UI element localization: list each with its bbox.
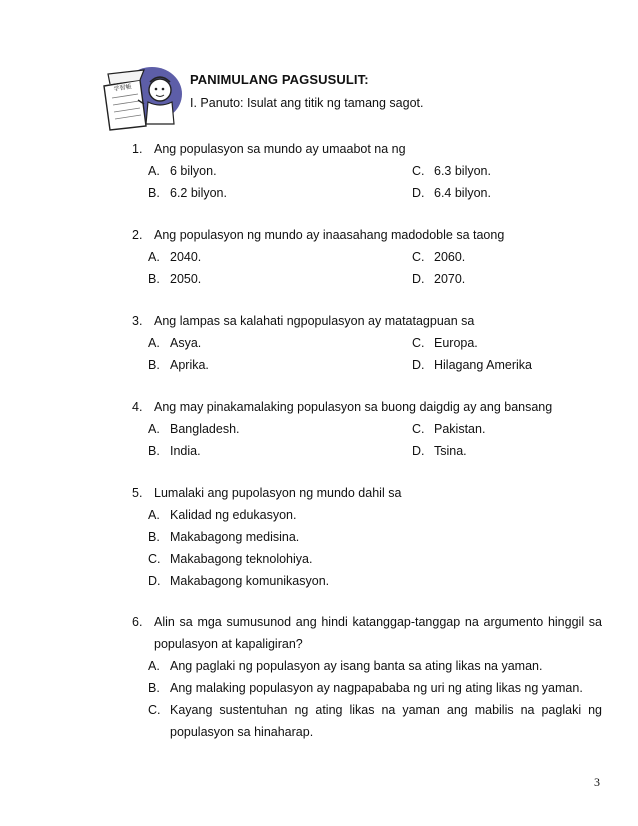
question-5 [132,482,602,592]
option-letter: A. [148,250,160,264]
option-letter: C. [412,250,425,264]
question-number: 5. [132,486,143,500]
option-letter: A. [148,336,160,350]
option [148,246,412,268]
option-text: Makabagong teknolohiya. [170,552,313,566]
option-letter: C. [412,336,425,350]
question-text: Alin sa mga sumusunod ang hindi katanggap-tanggap na argumento hinggil sa populasyon at kapaligiran? [154,615,602,651]
test-title: PANIMULANG PAGSUSULIT: [190,72,369,87]
option-letter: A. [148,508,160,522]
option-letter: B. [148,444,160,458]
option-text: 6.3 bilyon. [434,164,491,178]
option-text: Bangladesh. [170,422,240,436]
option-text: Makabagong medisina. [170,530,300,544]
option [148,570,602,592]
question-2 [132,224,602,290]
option-text: Asya. [170,336,202,350]
option-text: India. [170,444,201,458]
student-reading-icon [100,64,184,132]
question-number: 2. [132,228,143,242]
question-text: Ang lampas sa kalahati ngpopulasyon ay matatagpuan sa [154,314,475,328]
option-letter: B. [148,272,160,286]
option-text: 2060. [434,250,466,264]
option [148,354,412,376]
option-text: Aprika. [170,358,209,372]
question-number: 3. [132,314,143,328]
option-letter: B. [148,530,160,544]
option-text: Ang malaking populasyon ay nagpapababa ng uri ng ating likas ng yaman. [170,681,583,695]
option [148,548,602,570]
option-letter: B. [148,681,160,695]
option [148,440,412,462]
option-text: Hilagang Amerika [434,358,532,372]
option-text: Kalidad ng edukasyon. [170,508,297,522]
option-letter: C. [412,164,425,178]
option-text: Kayang sustentuhan ng ating likas na yaman ang mabilis na paglaki ng populasyon sa hinaharap. [170,703,602,739]
question-number: 6. [132,615,143,629]
option-text: Pakistan. [434,422,486,436]
option [412,160,612,182]
option [148,504,602,526]
option-text: 2050. [170,272,202,286]
option [148,160,412,182]
option-letter: C. [412,422,425,436]
option-letter: B. [148,358,160,372]
option [412,332,612,354]
option-text: 6.2 bilyon. [170,186,227,200]
question-text: Ang populasyon sa mundo ay umaabot na ng [154,142,406,156]
option-text: Makabagong komunikasyon. [170,574,330,588]
question-1 [132,138,602,204]
question-4 [132,396,602,462]
instructions: I. Panuto: Isulat ang titik ng tamang sagot. [190,96,424,110]
option-letter: A. [148,164,160,178]
option-letter: D. [412,358,425,372]
option-text: 6 bilyon. [170,164,217,178]
option-letter: A. [148,422,160,436]
option [148,526,602,548]
option [412,182,612,204]
option [412,268,612,290]
option-text: 2070. [434,272,466,286]
option-letter: A. [148,659,160,673]
option-text: Europa. [434,336,478,350]
option-letter: C. [148,703,161,717]
option [148,677,602,699]
question-text: Lumalaki ang pupolasyon ng mundo dahil sa [154,486,402,500]
option-letter: C. [148,552,161,566]
question-3 [132,310,602,376]
option [148,655,602,677]
option-text: 2040. [170,250,202,264]
option [412,354,612,376]
option [148,182,412,204]
option [148,418,412,440]
page-number: 3 [594,775,600,789]
option [148,268,412,290]
option-letter: D. [412,272,425,286]
option [148,332,412,354]
option [148,699,602,743]
option-letter: D. [148,574,161,588]
option-letter: D. [412,444,425,458]
option [412,418,612,440]
option-text: Tsina. [434,444,467,458]
question-6 [132,611,602,743]
logo-caption: 学習帳 [113,83,133,93]
option [412,246,612,268]
option [412,440,612,462]
option-letter: D. [412,186,425,200]
option-text: Ang paglaki ng populasyon ay isang banta sa ating likas na yaman. [170,659,543,673]
question-text: Ang populasyon ng mundo ay inaasahang madodoble sa taong [154,228,505,242]
question-number: 1. [132,142,143,156]
option-letter: B. [148,186,160,200]
question-text: Ang may pinakamalaking populasyon sa buong daigdig ay ang bansang [154,400,553,414]
option-text: 6.4 bilyon. [434,186,491,200]
question-number: 4. [132,400,143,414]
